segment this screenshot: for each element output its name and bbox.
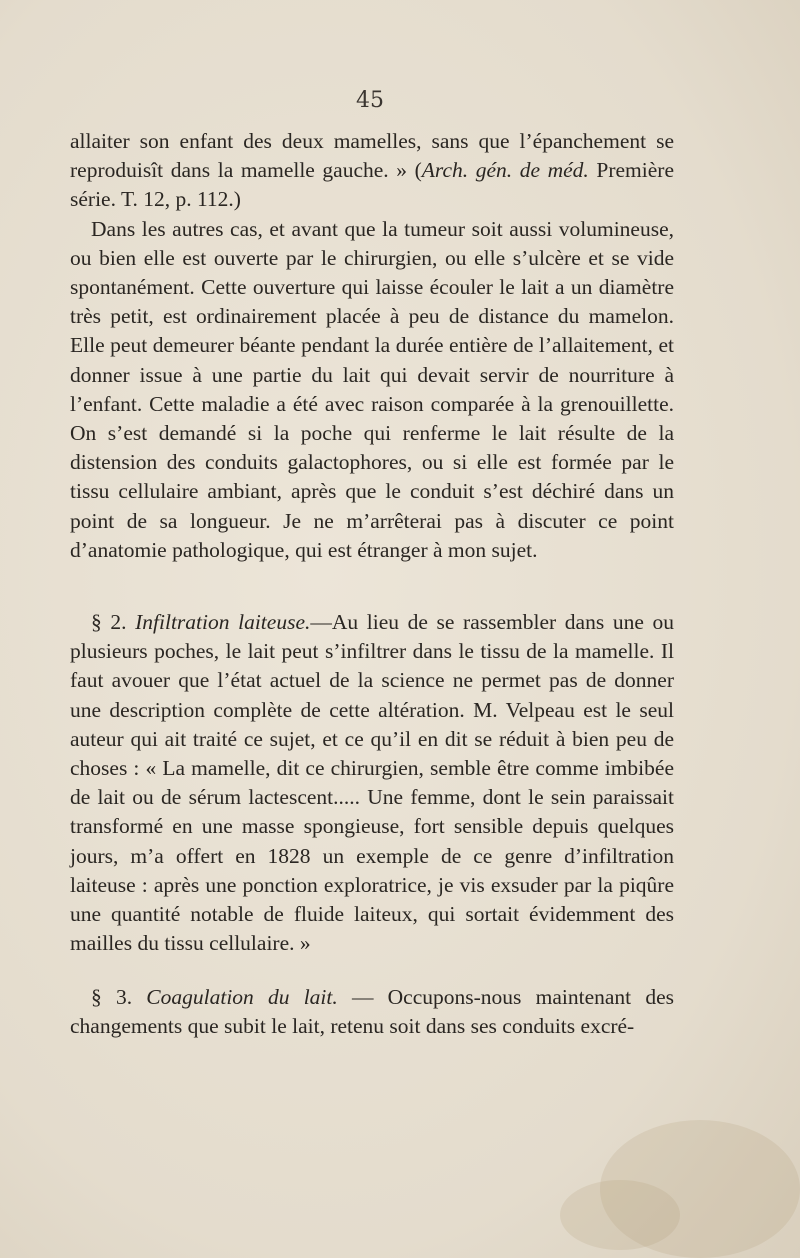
paper-stain	[560, 1180, 680, 1250]
paragraph-body: Dans les autres cas, et avant que la tumeur soit aussi volumineuse, ou bien elle est ouverte par le chirurgien, ou elle s’ulcère et se vide spontanément. Cette ouverture qui laisse écouler le lait a un diamètre très petit, est ordinairement placée à peu de distance du mamelon. Elle peut demeurer béante pendant la durée entière de l’allaitement, et donner issue à une partie du lait qui devait servir de nourriture à l’enfant. Cette maladie a été avec raison comparée à la grenouillette. On s’est demandé si la poche qui renferme le lait résulte de la distension des conduits galactophores, ou si elle est formée par le tissu cellulaire ambiant, après que le conduit s’est déchiré dans un point de sa longueur. Je ne m’arrêterai pas à discuter ce point d’anatomie pathologique, qui est étranger à mon sujet.	[70, 216, 674, 562]
paragraph-section-3	[70, 983, 674, 1041]
section-infiltration	[70, 608, 674, 958]
paper-stain	[600, 1120, 800, 1258]
section-text: — Occupons-nous maintenant des changements que subit le lait, retenu soit dans ses conduits excré-	[70, 985, 674, 1039]
section-number: § 2.	[91, 610, 127, 634]
page-number: 45	[356, 88, 384, 113]
paragraph-citation	[70, 127, 674, 215]
citation-journal: Arch. gén. de méd.	[421, 158, 589, 183]
section-coagulation	[70, 983, 674, 1041]
section-title: Infiltration laiteuse.	[135, 610, 311, 634]
section-title: Coagulation du lait.	[146, 985, 338, 1009]
paragraph-section-2	[70, 608, 674, 958]
text-block-continuation	[70, 127, 674, 565]
section-text: —Au lieu de se rassembler dans une ou plusieurs poches, le lait peut s’infiltrer dans le tissu de la mamelle. Il faut avouer que l’état actuel de la science ne permet pas de donner une description complète de cette altération. M. Velpeau est le seul auteur qui ait traité ce sujet, et ce qu’il en dit se réduit à bien peu de choses : « La mamelle, dit ce chirurgien, semble être comme imbibée de lait ou de sérum lactescent..... Une femme, dont le sein paraissait transformé en une masse spongieuse, fort sensible depuis quelques jours, m’a offert en 1828 un exemple de ce genre d’infiltration laiteuse : après une ponction exploratrice, je vis exsuder par la piqûre une quantité notable de fluide laiteux, qui sortait évidemment des mailles du tissu cellulaire. »	[70, 610, 674, 956]
section-number: § 3.	[91, 985, 133, 1009]
citation-details: Première série. T. 12, p. 112.)	[70, 158, 674, 212]
paragraph-text: allaiter son enfant des deux mamelles, sans que l’épanchement se reproduisît dans la mamelle gauche. » (	[70, 129, 674, 183]
